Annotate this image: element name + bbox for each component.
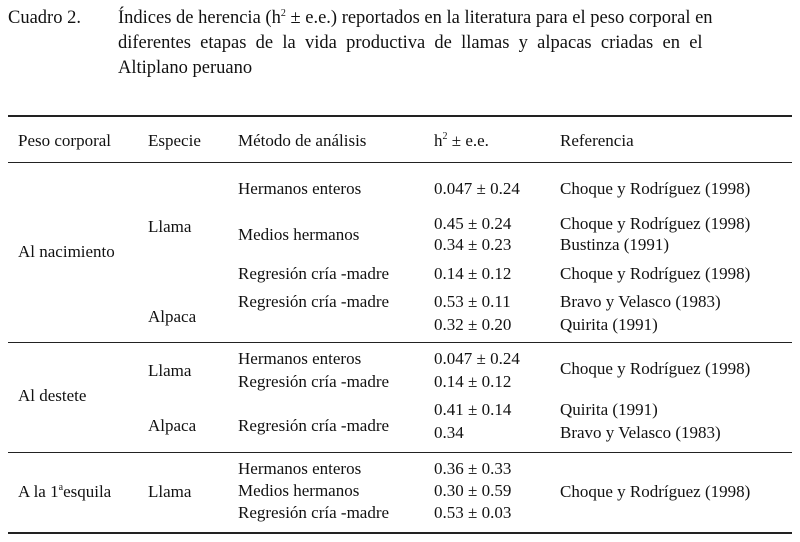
referencia-cell: Quirita (1991) [560, 400, 658, 419]
section-divider [8, 342, 792, 343]
h2-value: 0.41 ± 0.14 [434, 400, 512, 419]
section-divider [8, 452, 792, 453]
peso-label: A la 1$^a$esquila [18, 482, 112, 501]
especie-alpaca: Alpaca [148, 416, 197, 435]
table-top-rule [8, 115, 792, 117]
header-especie: Especie [148, 131, 201, 150]
header-metodo: Método de análisis [238, 131, 367, 150]
metodo-cell: Regresión cría -madre [238, 503, 390, 522]
h2-value: 0.32 ± 0.20 [434, 315, 512, 334]
especie-alpaca: Alpaca [148, 307, 197, 326]
header-referencia: Referencia [560, 131, 634, 150]
referencia-cell: Quirita (1991) [560, 315, 658, 334]
metodo-cell: Hermanos enteros [238, 179, 362, 198]
peso-label: Al destete [18, 386, 87, 405]
metodo-cell: Hermanos enteros [238, 349, 362, 368]
referencia-cell: Choque y Rodríguez (1998) [560, 264, 751, 283]
especie-llama: Llama [148, 217, 192, 236]
h2-value: 0.53 ± 0.11 [434, 292, 511, 311]
referencia-cell: Choque y Rodríguez (1998) [560, 359, 751, 378]
especie-llama: Llama [148, 361, 192, 380]
referencia-cell: Bravo y Velasco (1983) [560, 292, 721, 311]
referencia-cell: Choque y Rodríguez (1998) [560, 179, 751, 198]
table-bottom-rule [8, 532, 792, 534]
metodo-cell: Hermanos enteros [238, 459, 362, 478]
h2-value: 0.45 ± 0.24 [434, 214, 512, 233]
h2-value: 0.047 ± 0.24 [434, 349, 520, 368]
h2-value: 0.34 [434, 423, 464, 442]
metodo-cell: Regresión cría -madre [238, 264, 390, 283]
metodo-cell: Regresión cría -madre [238, 372, 390, 391]
metodo-cell: Regresión cría -madre [238, 292, 390, 311]
h2-value: 0.14 ± 0.12 [434, 372, 512, 391]
h2-value: 0.30 ± 0.59 [434, 481, 512, 500]
metodo-cell: Medios hermanos [238, 481, 360, 500]
h2-value: 0.14 ± 0.12 [434, 264, 512, 283]
caption-line-1: Índices de herencia $(h^2 \pm e.e.)$ reportados en la literatura para el peso corporal en [118, 8, 713, 28]
h2-value: 0.53 ± 0.03 [434, 503, 512, 522]
h2-value: 0.36 ± 0.33 [434, 459, 512, 478]
metodo-cell: Medios hermanos [238, 225, 360, 244]
h2-value: 0.34 ± 0.23 [434, 235, 512, 254]
referencia-cell: Choque y Rodríguez (1998) [560, 214, 751, 233]
caption-line-3: Altiplano peruano [118, 58, 253, 78]
referencia-cell: Bravo y Velasco (1983) [560, 423, 721, 442]
referencia-cell: Choque y Rodríguez (1998) [560, 482, 751, 501]
header-bottom-rule [8, 162, 792, 163]
caption-line-2: diferentes etapas de la vida productiva de llamas y alpacas criadas en el [118, 33, 703, 53]
h2-value: 0.047 ± 0.24 [434, 179, 520, 198]
especie-llama: Llama [148, 482, 192, 501]
peso-label: Al nacimiento [18, 242, 115, 261]
caption-label: Cuadro 2. [8, 8, 81, 28]
referencia-cell: Bustinza (1991) [560, 235, 670, 254]
header-peso-corporal: Peso corporal [18, 131, 112, 150]
metodo-cell: Regresión cría -madre [238, 416, 390, 435]
header-h2: $h^2 \pm e.e$. [434, 131, 489, 150]
